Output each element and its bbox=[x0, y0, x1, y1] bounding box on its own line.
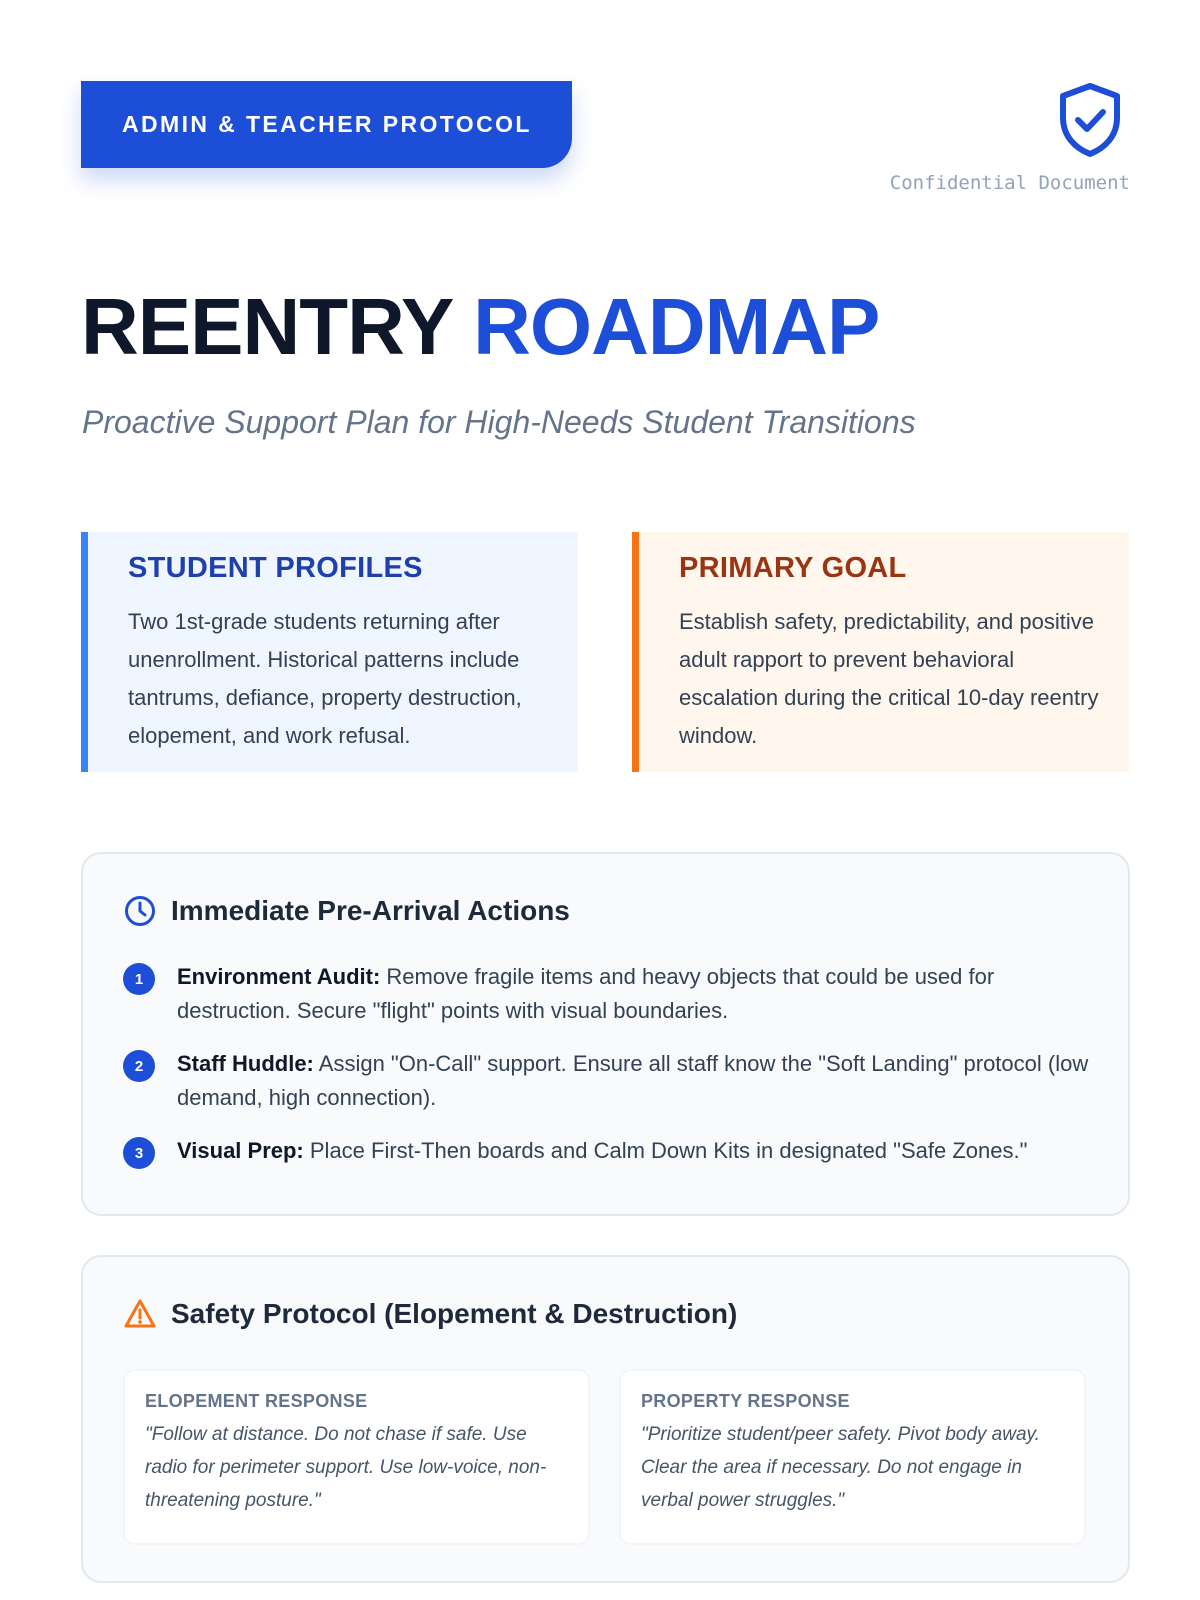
warning-icon bbox=[123, 1297, 157, 1331]
primary-goal-title: PRIMARY GOAL bbox=[679, 552, 907, 584]
student-profiles-card bbox=[81, 532, 578, 772]
step-text bbox=[177, 1047, 1103, 1115]
primary-goal-card bbox=[632, 532, 1129, 772]
list-item bbox=[123, 1134, 1103, 1169]
step-number-badge: 2 bbox=[123, 1050, 155, 1082]
pre-arrival-actions-heading bbox=[123, 894, 570, 928]
step-description: Remove fragile items and heavy objects that could be used for destruction. Secure "flight" points with visual boundaries. bbox=[177, 964, 995, 1023]
primary-goal-body: Establish safety, predictability, and positive adult rapport to prevent behavioral escalation during the critical 10-day reentry window. bbox=[679, 609, 1099, 748]
page-title-part2: ROADMAP bbox=[473, 282, 880, 371]
step-description: Assign "On-Call" support. Ensure all staff know the "Soft Landing" protocol (low demand, high connection). bbox=[177, 1051, 1089, 1110]
step-text bbox=[177, 1134, 1027, 1168]
step-text bbox=[177, 960, 1103, 1028]
elopement-response-label: ELOPEMENT RESPONSE bbox=[145, 1391, 368, 1411]
confidential-label: Confidential Document bbox=[889, 172, 1130, 194]
shield-check-icon bbox=[1057, 82, 1123, 158]
step-label: Visual Prep: bbox=[177, 1138, 304, 1163]
protocol-badge bbox=[81, 81, 572, 168]
property-response-card bbox=[619, 1369, 1086, 1545]
page-title-part1: REENTRY bbox=[81, 282, 452, 371]
elopement-response-quote: "Follow at distance. Do not chase if safe. Use radio for perimeter support. Use low-voice, non-threatening posture." bbox=[145, 1424, 547, 1511]
safety-protocol-section bbox=[81, 1255, 1130, 1583]
student-profiles-body: Two 1st-grade students returning after unenrollment. Historical patterns include tantrums, defiance, property destruction, elopement, and work refusal. bbox=[128, 609, 522, 748]
list-item bbox=[123, 960, 1103, 1028]
step-label: Staff Huddle: bbox=[177, 1051, 314, 1076]
property-response-quote: "Prioritize student/peer safety. Pivot body away. Clear the area if necessary. Do not engage in verbal power struggles." bbox=[641, 1424, 1040, 1511]
safety-protocol-heading bbox=[123, 1297, 737, 1331]
property-response-label: PROPERTY RESPONSE bbox=[641, 1391, 850, 1411]
pre-arrival-actions-title: Immediate Pre-Arrival Actions bbox=[171, 895, 570, 926]
step-number-badge: 3 bbox=[123, 1137, 155, 1169]
step-label: Environment Audit: bbox=[177, 964, 381, 989]
page-title bbox=[81, 282, 879, 372]
clock-icon bbox=[123, 894, 157, 928]
student-profiles-title: STUDENT PROFILES bbox=[128, 552, 423, 584]
step-number-badge: 1 bbox=[123, 963, 155, 995]
list-item bbox=[123, 1047, 1103, 1115]
protocol-badge-label: ADMIN & TEACHER PROTOCOL bbox=[122, 111, 532, 137]
page-subtitle: Proactive Support Plan for High-Needs Student Transitions bbox=[82, 404, 916, 440]
pre-arrival-actions-section bbox=[81, 852, 1130, 1216]
elopement-response-card bbox=[123, 1369, 590, 1545]
step-description: Place First-Then boards and Calm Down Kits in designated "Safe Zones." bbox=[303, 1138, 1028, 1163]
safety-protocol-title: Safety Protocol (Elopement & Destruction) bbox=[171, 1298, 738, 1329]
